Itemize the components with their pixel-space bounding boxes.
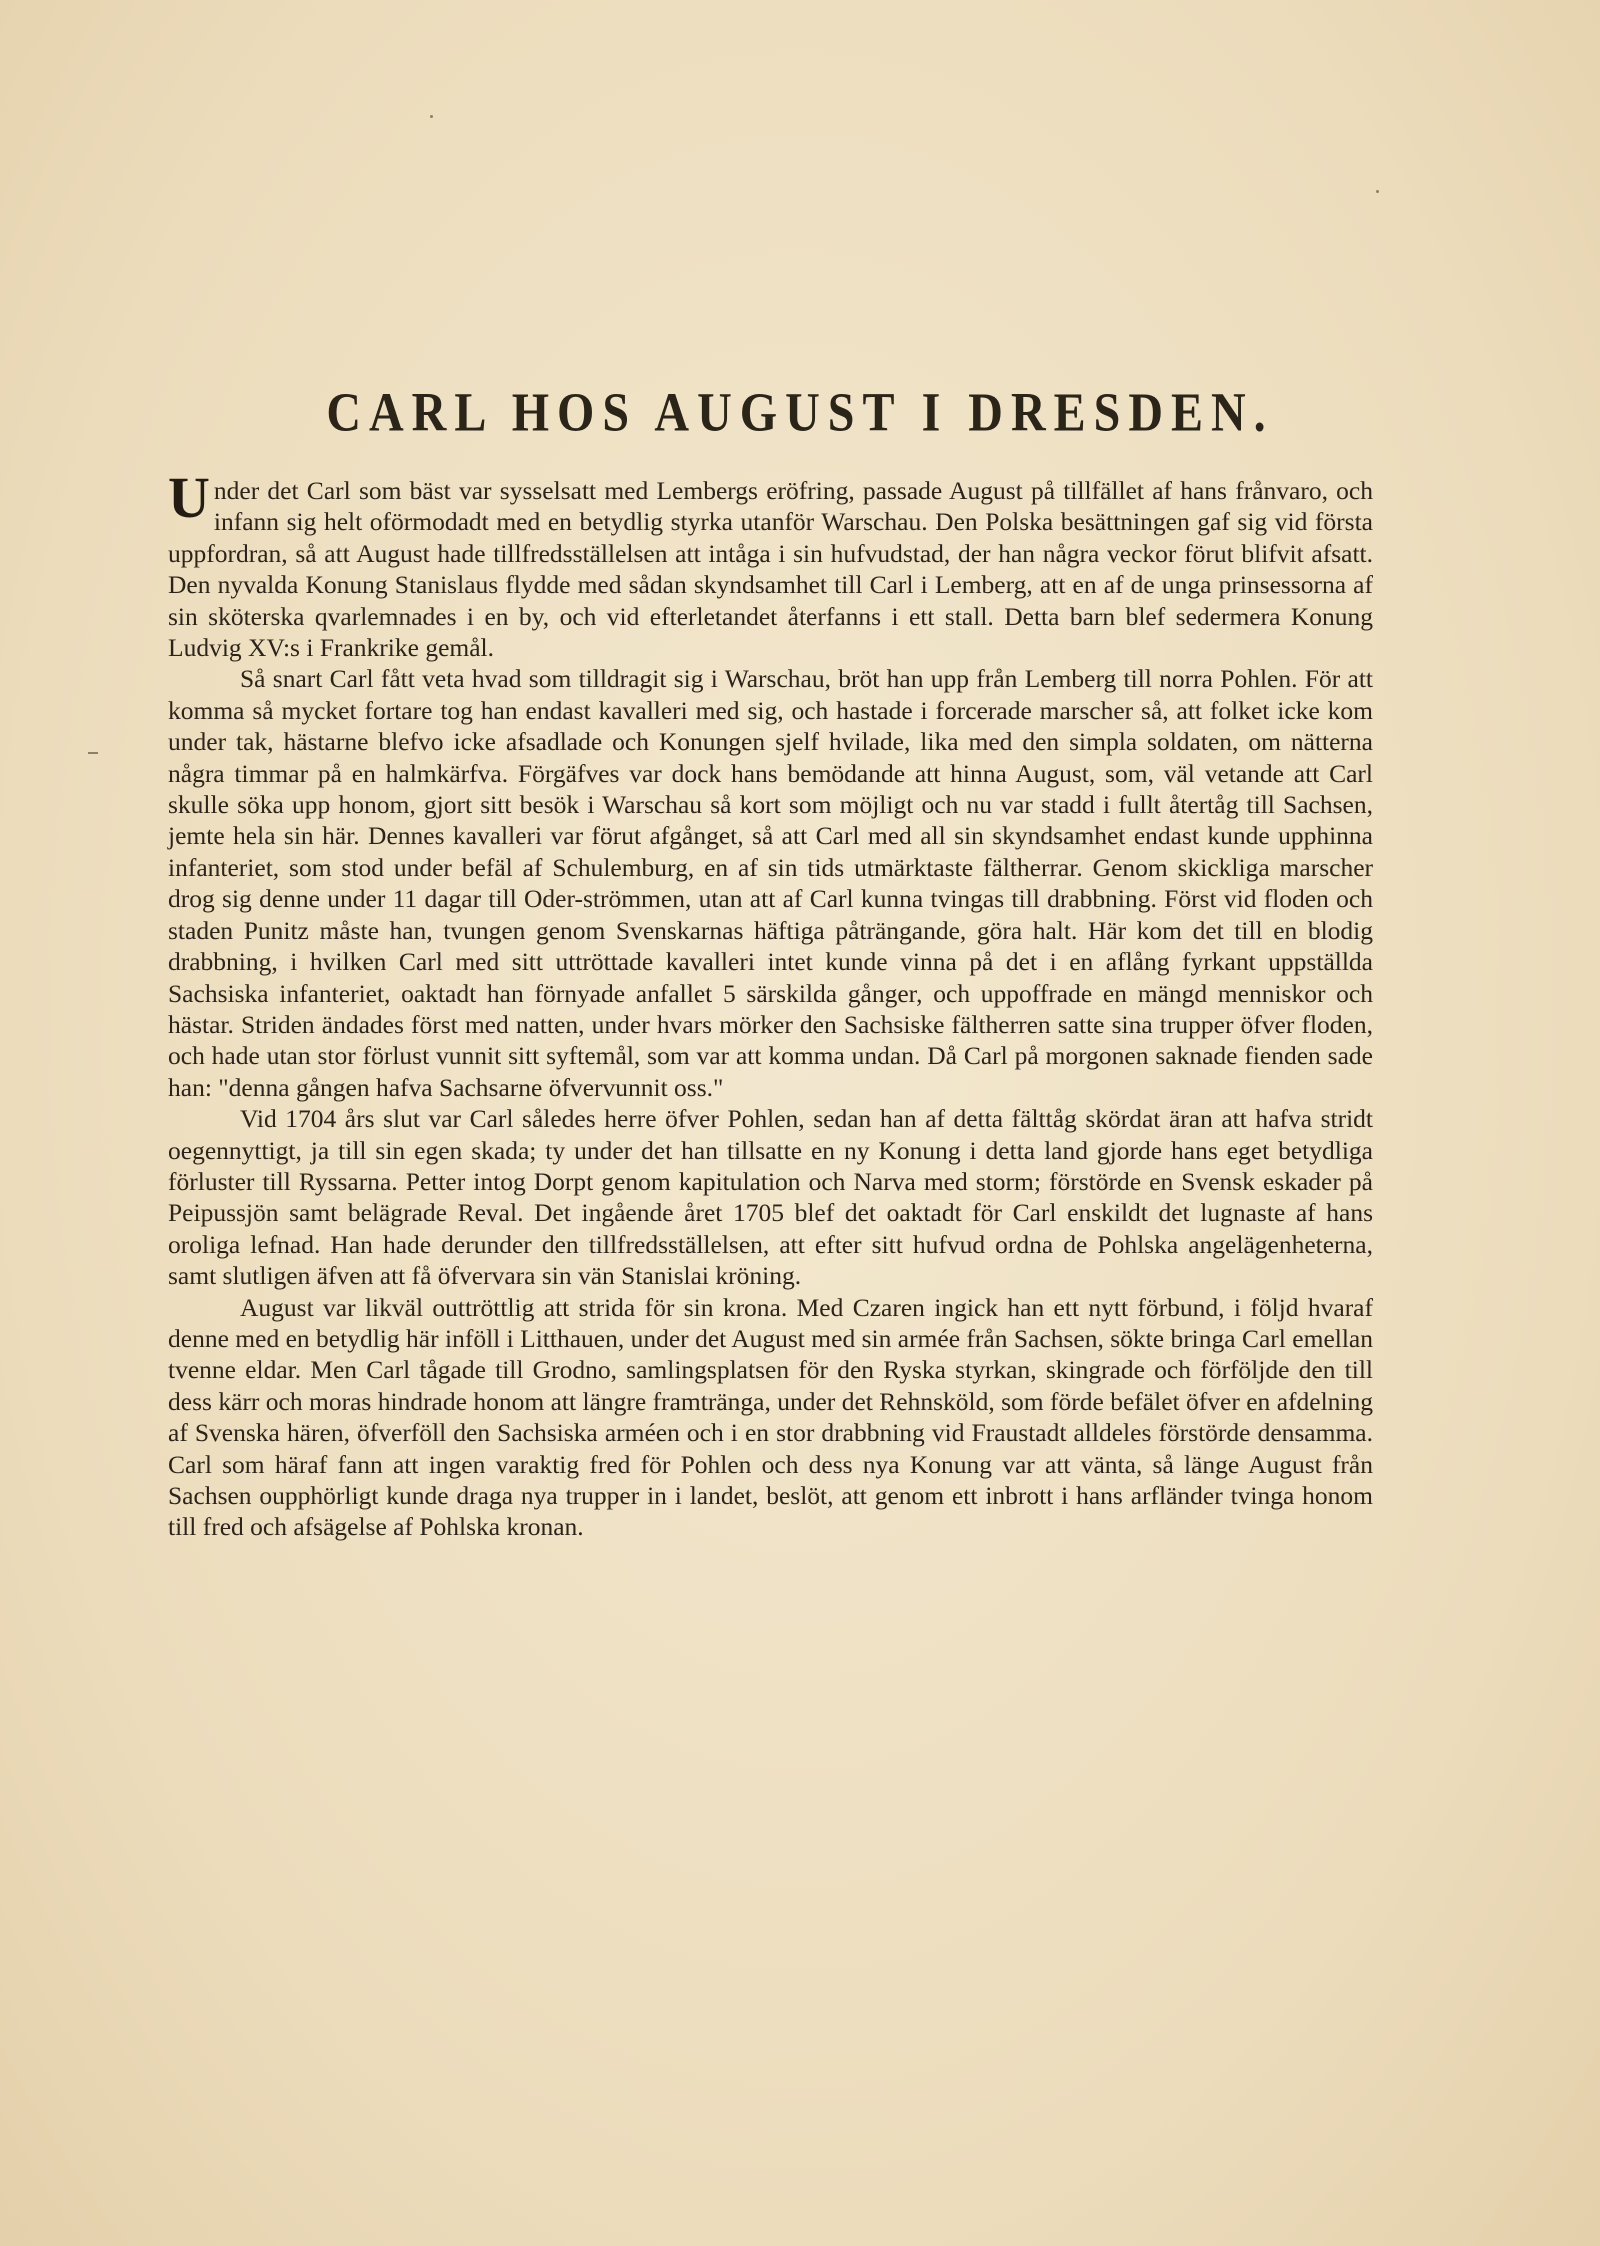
paper-speck <box>88 752 98 754</box>
body-text <box>168 465 1373 1543</box>
paragraph-text: nder det Carl som bäst var sysselsatt med Lembergs eröfring, passade August på tillfället af hans frånvaro, och infann sig helt oförmodadt med en betydlig styrka utanför Warschau. Den Polska besättningen gaf sig vid första uppfordran, så att August hade tillfredsställelsen att intåga i sin hufvudstad, der han några veckor förut blifvit afsatt. Den nyvalda Konung Stanislaus flydde med sådan skyndsamhet till Carl i Lemberg, att en af de unga prinsessorna af sin sköterska qvarlemnades i en by, och vid efterletandet återfanns i ett stall. Detta barn blef sedermera Konung Ludvig XV:s i Frankrike gemål. <box>168 476 1373 663</box>
paragraph: Så snart Carl fått veta hvad som tilldragit sig i Warschau, bröt han upp från Lemberg till norra Pohlen. För att komma så mycket fortare tog han endast kavalleri med sig, och hastade i forcerade marscher så, att folket icke kom under tak, hästarne blefvo icke afsadlade och Konungen sjelf hvilade, lika med den simpla soldaten, om nätterna några timmar på en halmkärfva. Förgäfves var dock hans bemödande att hinna August, som, väl vetande att Carl skulle söka upp honom, gjort sitt besök i Warschau så kort som möjligt och nu var stadd i fullt återtåg till Sachsen, jemte hela sin här. Dennes kavalleri var förut afgånget, så att Carl med all sin skyndsamhet endast kunde upphinna infanteriet, som stod under befäl af Schulemburg, en af sin tids utmärktaste fältherrar. Genom skickliga marscher drog sig denne under 11 dagar till Oder-strömmen, utan att af Carl kunna tvingas till drabbning. Först vid floden och staden Punitz måste han, tvungen genom Svenskarnas häftiga påträngande, göra halt. Här kom det till en blodig drabbning, i hvilken Carl med sitt uttröttade kavalleri intet kunde vinna på det i en aflång fyrkant uppställda Sachsiska infanteriet, oaktadt han förnyade anfallet 5 särskilda gånger, och uppoffrade en mängd menniskor och hästar. Striden ändades först med natten, under hvars mörker den Sachsiske fältherren satte sina trupper öfver floden, och hade utan stor förlust vunnit sitt syftemål, som var att komma undan. Då Carl på morgonen saknade fienden sade han: "denna gången hafva Sachsarne öfvervunnit oss." <box>168 664 1373 1102</box>
paper-speck <box>430 115 433 118</box>
paragraph: Vid 1704 års slut var Carl således herre öfver Pohlen, sedan han af detta fälttåg skördat äran att hafva stridt oegennyttigt, ja till sin egen skada; ty under det han tillsatte en ny Konung i detta land gjorde hans eget betydliga förluster till Ryssarna. Petter intog Dorpt genom kapitulation och Narva med storm; förstörde en Svensk eskader på Peipussjön samt belägrade Reval. Det ingående året 1705 blef det oaktadt för Carl enskildt det lugnaste af hans oroliga lefnad. Han hade derunder den tillfredsställelsen, att efter sitt hufvud ordna de Pohlska angelägenheterna, samt slutligen äfven att få öfvervara sin vän Stanislai kröning. <box>168 1104 1373 1291</box>
drop-cap: U <box>168 465 210 530</box>
chapter-title: CARL HOS AUGUST I DRESDEN. <box>326 382 1274 443</box>
paragraph: August var likväl outtröttlig att strida för sin krona. Med Czaren ingick han ett nytt förbund, i följd hvaraf denne med en betydlig här inföll i Litthauen, under det August med sin armée från Sachsen, sökte bringa Carl emellan tvenne eldar. Men Carl tågade till Grodno, samlingsplatsen för den Ryska styrkan, skingrade och förföljde den till dess kärr och moras hindrade honom att längre framtränga, under det Rehnsköld, som förde befälet öfver en afdelning af Svenska hären, öfverföll den Sachsiska arméen och i en stor drabbning vid Fraustadt alldeles förstörde densamma. Carl som häraf fann att ingen varaktig fred för Pohlen och dess nya Konung var att vänta, så länge August från Sachsen oupphörligt kunde draga nya trupper in i landet, beslöt, att genom ett inbrott i hans arfländer tvinga honom till fred och afsägelse af Pohlska kronan. <box>168 1292 1373 1542</box>
paper-speck <box>1376 190 1379 193</box>
paragraph <box>168 465 1373 663</box>
